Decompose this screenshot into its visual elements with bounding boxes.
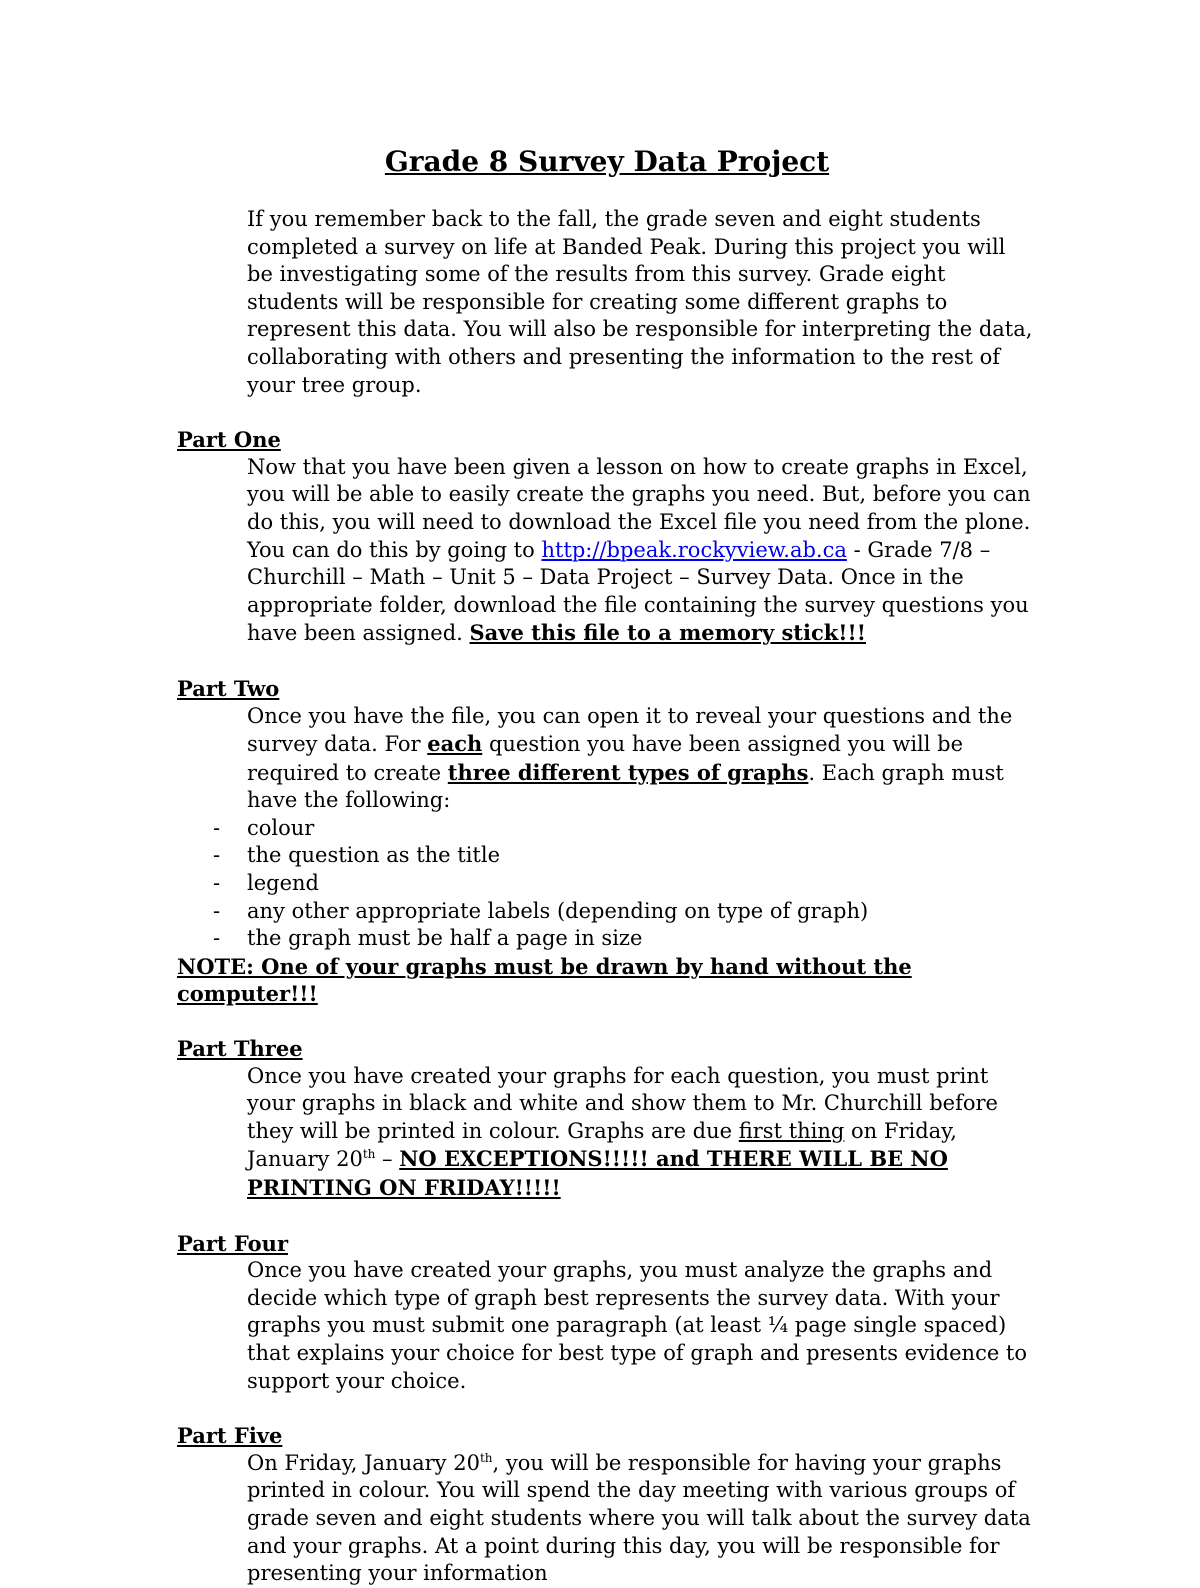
part-three-section bbox=[177, 1035, 1037, 1203]
graph-requirements-list bbox=[177, 815, 1037, 953]
part-two-heading: Part Two bbox=[177, 675, 280, 701]
list-dash: - bbox=[213, 815, 221, 840]
list-dash: - bbox=[213, 871, 221, 896]
part-one-text-b: - Grade 7/8 – Churchill – Math – Unit 5 – Data Project – Survey Data. Once in the appropriate folder, download the file containing the survey questions you have been assigned. bbox=[247, 537, 1029, 646]
list-item-text: any other appropriate labels (depending on type of graph) bbox=[247, 898, 869, 923]
list-item bbox=[177, 925, 1037, 953]
hand-drawn-note: NOTE: One of your graphs must be drawn by hand without the computer!!! bbox=[177, 953, 912, 1007]
list-item-text: colour bbox=[247, 815, 315, 840]
list-item bbox=[177, 815, 1037, 843]
list-item bbox=[177, 842, 1037, 870]
list-item-text: legend bbox=[247, 871, 319, 896]
part-two-section bbox=[177, 675, 1037, 1008]
three-graphs-emphasis: three different types of graphs bbox=[447, 759, 809, 785]
list-item-text: the question as the title bbox=[247, 843, 501, 868]
intro-paragraph: If you remember back to the fall, the grade seven and eight students completed a survey on life at Banded Peak. During this project you will be investigating some of the results from this survey. Grade eight students will be responsible for creating some different graphs to represent this data. You will also be responsible for interpreting the data, collaborating with others and presenting the information to the rest of your tree group. bbox=[247, 207, 1033, 397]
part-two-text-b: question you have been assigned you will be required to create bbox=[247, 732, 964, 785]
list-item-text: the graph must be half a page in size bbox=[247, 926, 643, 951]
part-five-section bbox=[177, 1422, 1037, 1588]
list-dash: - bbox=[213, 926, 221, 951]
part-one-paragraph bbox=[177, 454, 1037, 648]
part-one-heading: Part One bbox=[177, 427, 281, 453]
part-one-section bbox=[177, 426, 1037, 648]
list-dash: - bbox=[213, 898, 221, 923]
no-exceptions-warning: NO EXCEPTIONS!!!!! and THERE WILL BE NO PRINTING ON FRIDAY!!!!! bbox=[247, 1146, 948, 1200]
part-three-heading: Part Three bbox=[177, 1036, 303, 1062]
part-two-text-a: Once you have the file, you can open it to reveal your questions and the survey data. For bbox=[247, 703, 1013, 757]
part-two-text-c: . Each graph must have the following: bbox=[247, 760, 1004, 813]
part-five-heading: Part Five bbox=[177, 1423, 283, 1449]
part-four-section bbox=[177, 1230, 1037, 1396]
part-three-text-b: on Friday, January 20 bbox=[247, 1118, 957, 1172]
document-title: Grade 8 Survey Data Project bbox=[384, 145, 830, 178]
part-five-text-b: , you will be responsible for having your graphs printed in colour. You will spend the day meeting with various groups of grade seven and eight students where you will talk about the survey data and your graphs. At a point during this day, you will be responsible for presenting your information bbox=[247, 1450, 1031, 1586]
each-emphasis: each bbox=[427, 731, 483, 757]
list-dash: - bbox=[213, 843, 221, 868]
list-item bbox=[177, 898, 1037, 926]
ordinal-suffix: th bbox=[479, 1450, 493, 1465]
part-two-paragraph bbox=[177, 703, 1037, 815]
part-four-heading: Part Four bbox=[177, 1230, 289, 1256]
part-five-paragraph bbox=[177, 1450, 1037, 1588]
save-file-warning: Save this file to a memory stick!!! bbox=[469, 620, 866, 646]
part-one-text-a: Now that you have been given a lesson on how to create graphs in Excel, you will be able to easily create the graphs you need. But, before you can do this, you will need to download the Excel file you need from the plone. You can do this by going to bbox=[247, 454, 1031, 562]
plone-link[interactable]: http://bpeak.rockyview.ab.ca bbox=[541, 537, 847, 562]
list-item bbox=[177, 870, 1037, 898]
part-five-text-a: On Friday, January 20 bbox=[247, 1450, 480, 1475]
part-three-text-a: Once you have created your graphs for each question, you must print your graphs in black and white and show them to Mr. Churchill before they will be printed in colour. Graphs are due bbox=[247, 1063, 998, 1143]
document-content bbox=[177, 140, 1037, 1588]
part-three-text-c: – bbox=[375, 1147, 400, 1172]
first-thing-emphasis: first thing bbox=[738, 1118, 845, 1143]
part-four-paragraph: Once you have created your graphs, you must analyze the graphs and decide which type of graph best represents the survey data. With your graphs you must submit one paragraph (at least ¼ page single spaced) that explains your choice for best type of graph and presents evidence to support your choice. bbox=[247, 1258, 1028, 1393]
part-three-paragraph bbox=[177, 1063, 1037, 1203]
ordinal-suffix: th bbox=[362, 1147, 376, 1162]
